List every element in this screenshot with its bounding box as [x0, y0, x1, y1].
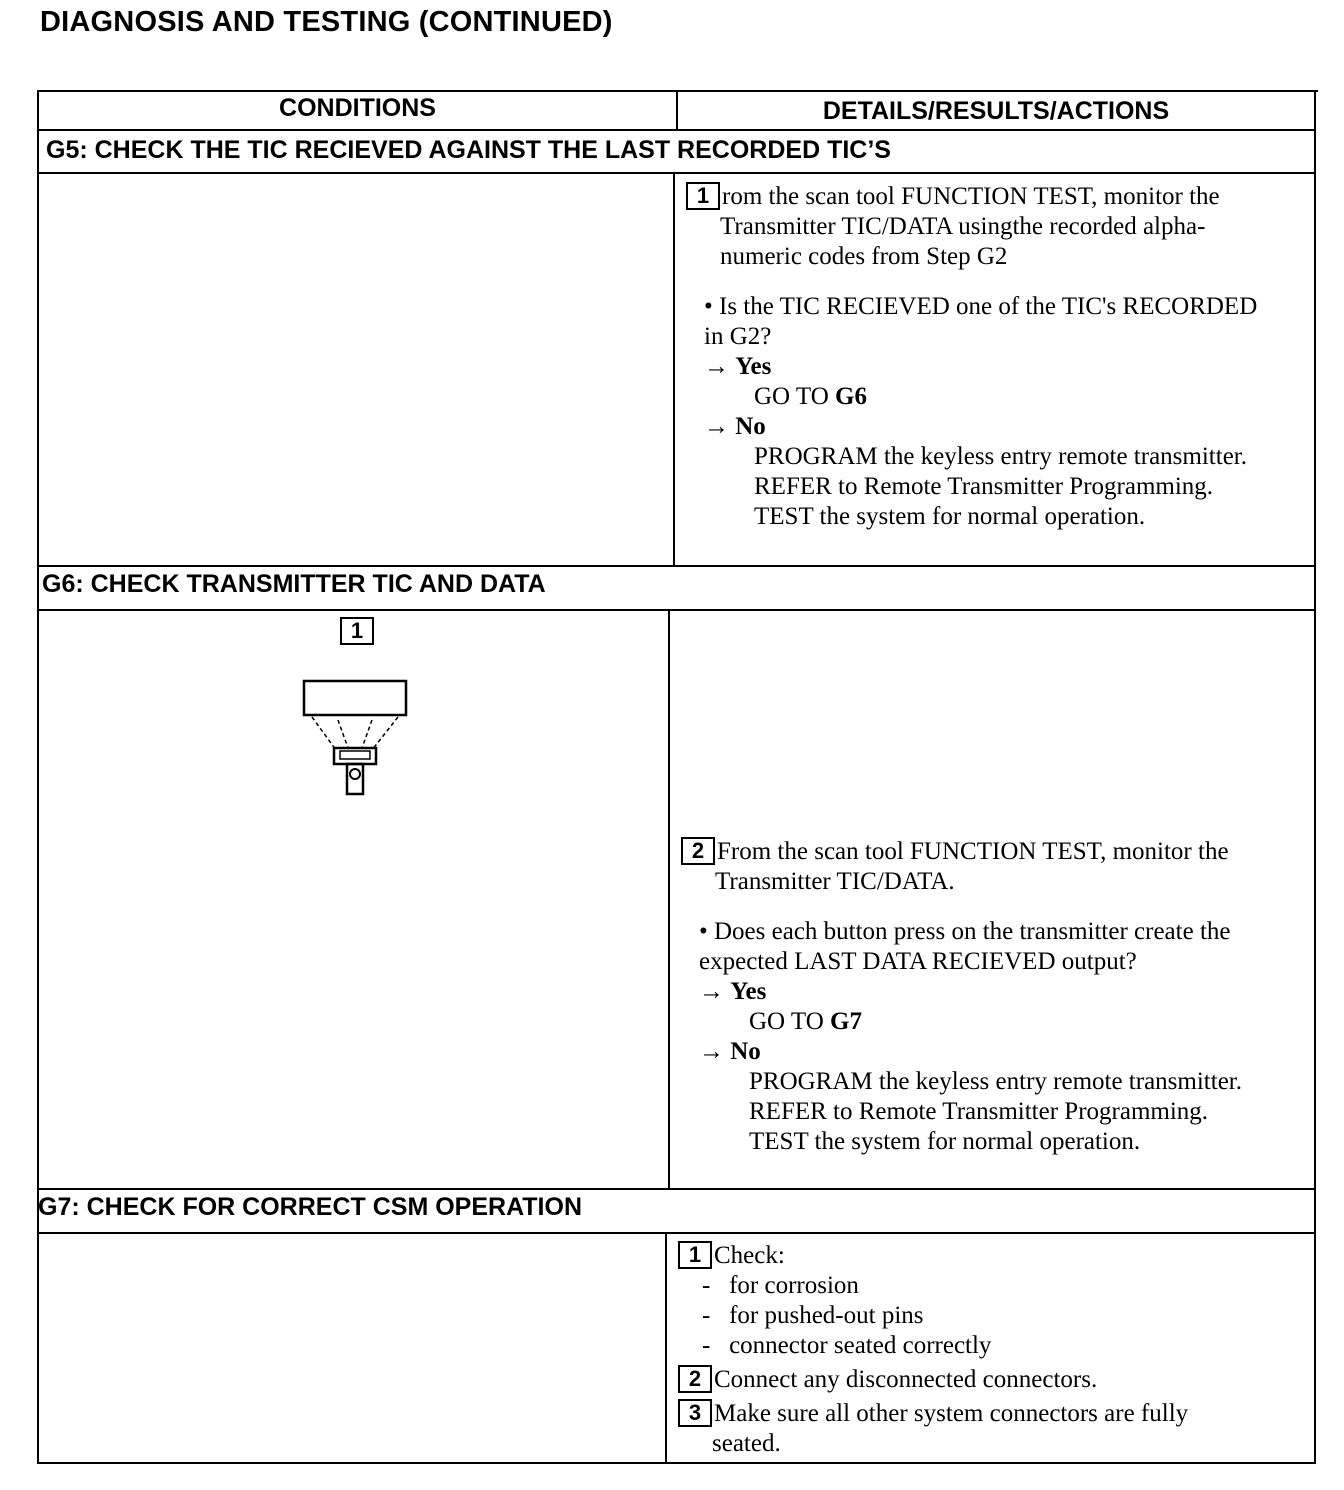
g6-yes-branch	[681, 977, 1242, 1007]
yes-label: Yes	[730, 978, 767, 1005]
goto-text: GO TO	[754, 383, 836, 410]
step-number-box: 1	[340, 617, 374, 645]
g6-no-action: REFER to Remote Transmitter Programming.	[749, 1098, 1209, 1125]
g6-question: expected LAST DATA RECIEVED output?	[699, 948, 1137, 975]
g6-yes-action	[681, 1007, 1242, 1037]
g5-question: • Is the TIC RECIEVED one of the TIC's RECORDED	[704, 293, 1258, 320]
step-number-box: 3	[678, 1399, 712, 1427]
check-item: for pushed-out pins	[729, 1302, 924, 1329]
table-bottom-border	[37, 1462, 1316, 1464]
g5-no-action: TEST the system for normal operation.	[754, 503, 1146, 530]
header-bottom-border	[37, 129, 1316, 131]
header-conditions: CONDITIONS	[279, 94, 436, 122]
no-label: No	[735, 413, 766, 440]
g5-title-border	[37, 172, 1316, 174]
g6-bottom-border	[37, 1188, 1316, 1190]
check-item: connector seated correctly	[729, 1332, 992, 1359]
step-number-box: 1	[686, 182, 720, 210]
list-item	[678, 1331, 1188, 1361]
g6-divider	[668, 609, 670, 1189]
g5-yes-branch	[686, 352, 1257, 382]
g6-question: • Does each button press on the transmitter create the	[699, 918, 1231, 945]
table-right-border	[1314, 90, 1316, 1464]
g7-divider	[665, 1232, 667, 1463]
g6-title-border	[37, 609, 1316, 611]
yes-label: Yes	[735, 353, 772, 380]
g5-question: in G2?	[704, 323, 772, 350]
step-number-box: 2	[678, 1365, 712, 1393]
g7-step-text: Make sure all other system connectors are fully	[714, 1400, 1189, 1427]
g7-title-border	[37, 1232, 1316, 1234]
g5-bottom-border	[37, 565, 1316, 567]
table-left-border	[37, 90, 39, 1464]
goto-text: GO TO	[749, 1008, 831, 1035]
step-number-box: 1	[678, 1241, 712, 1269]
dash: -	[702, 1332, 711, 1359]
g6-title: G6: CHECK TRANSMITTER TIC AND DATA	[42, 570, 546, 598]
no-label: No	[730, 1038, 761, 1065]
g7-step-1	[678, 1241, 1188, 1271]
dash: -	[702, 1302, 711, 1329]
dash: -	[702, 1272, 711, 1299]
header-details: DETAILS/RESULTS/ACTIONS	[822, 97, 1170, 125]
g6-details	[681, 837, 1242, 1157]
header-divider	[676, 90, 678, 130]
g6-step-2	[681, 837, 1242, 867]
g6-no-branch	[681, 1037, 1242, 1067]
page-title: DIAGNOSIS AND TESTING (CONTINUED)	[40, 6, 613, 38]
g7-step-text: Check:	[714, 1242, 785, 1269]
g5-step-1	[686, 182, 1257, 212]
g5-step-line: numeric codes from Step G2	[720, 243, 1008, 270]
g6-figure-number	[340, 617, 376, 645]
transmitter-scan-icon	[296, 676, 416, 800]
arrow-icon: →	[704, 413, 729, 440]
g6-step-line: Transmitter TIC/DATA.	[715, 868, 955, 895]
g7-step-3	[678, 1399, 1188, 1429]
g6-no-action: PROGRAM the keyless entry remote transmitter.	[749, 1068, 1242, 1095]
goto-target: G6	[835, 383, 867, 410]
arrow-icon: →	[699, 978, 724, 1005]
g5-no-action: REFER to Remote Transmitter Programming.	[754, 473, 1214, 500]
g7-step-text: seated.	[712, 1430, 781, 1457]
g5-details	[686, 182, 1257, 532]
g5-step-line: rom the scan tool FUNCTION TEST, monitor the	[722, 183, 1220, 210]
list-item	[678, 1301, 1188, 1331]
list-item	[678, 1271, 1188, 1301]
arrow-icon: →	[704, 353, 729, 380]
g7-step-2	[678, 1365, 1188, 1395]
check-item: for corrosion	[729, 1272, 859, 1299]
g7-step-text: Connect any disconnected connectors.	[714, 1366, 1098, 1393]
g5-title: G5: CHECK THE TIC RECIEVED AGAINST THE LAST RECORDED TIC’S	[46, 136, 891, 164]
g5-no-branch	[686, 412, 1257, 442]
arrow-icon: →	[699, 1038, 724, 1065]
g5-divider	[673, 172, 675, 566]
g7-details	[678, 1241, 1188, 1459]
g6-step-line: From the scan tool FUNCTION TEST, monitor the	[717, 838, 1229, 865]
step-number-box: 2	[681, 837, 715, 865]
goto-target: G7	[830, 1008, 862, 1035]
g7-title: G7: CHECK FOR CORRECT CSM OPERATION	[38, 1193, 582, 1221]
g5-no-action: PROGRAM the keyless entry remote transmitter.	[754, 443, 1247, 470]
g5-yes-action	[686, 382, 1257, 412]
g5-step-line: Transmitter TIC/DATA usingthe recorded alpha-	[720, 213, 1206, 240]
g6-no-action: TEST the system for normal operation.	[749, 1128, 1141, 1155]
